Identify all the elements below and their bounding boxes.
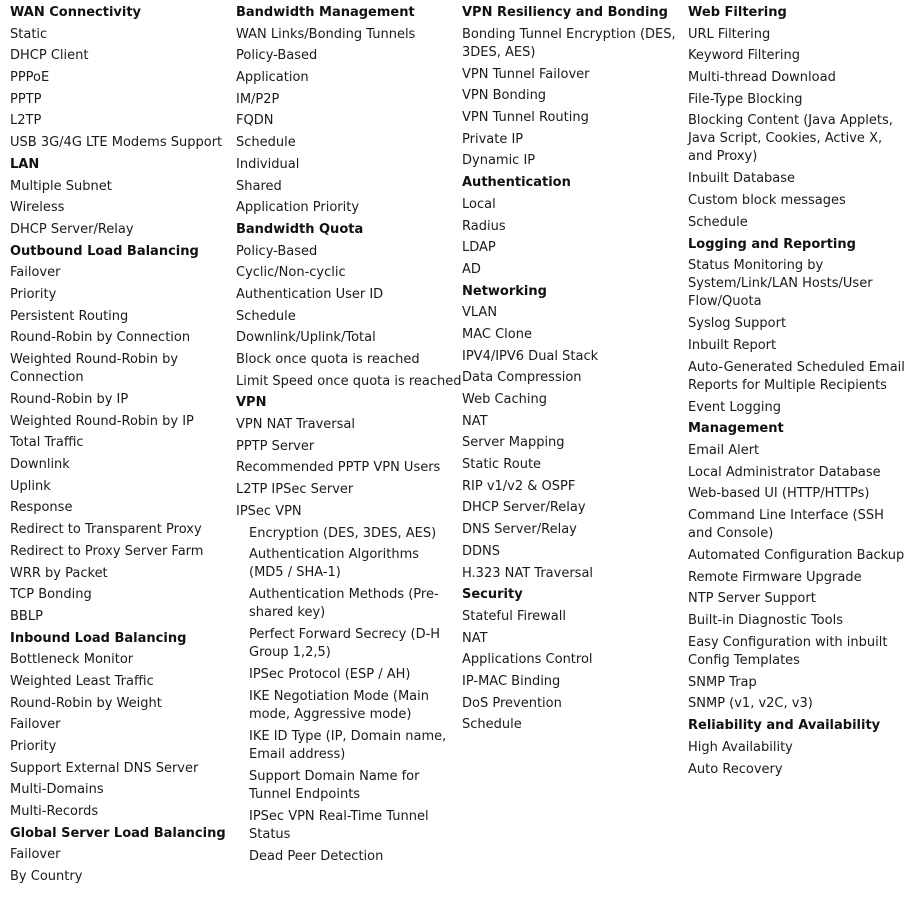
feature-item: Stateful Firewall — [462, 608, 566, 624]
feature-item: L2TP IPSec Server — [236, 482, 354, 498]
feature-item: DoS Prevention — [462, 695, 562, 711]
feature-item: PPTP Server — [236, 438, 315, 454]
feature-item: DHCP Server/Relay — [10, 221, 134, 237]
feature-item: IPSec VPN — [236, 503, 302, 519]
feature-item: Built-in Diagnostic Tools — [688, 613, 843, 629]
feature-item: Response — [10, 500, 73, 516]
feature-item: USB 3G/4G LTE Modems Support — [10, 135, 223, 151]
feature-item: Round-Robin by Connection — [10, 330, 191, 346]
section-heading: Reliability and Availability — [688, 718, 881, 734]
feature-item: Downlink/Uplink/Total — [236, 330, 376, 346]
feature-item: Auto-Generated Scheduled Email Reports for Multiple Recipients — [688, 359, 905, 393]
feature-item: SNMP Trap — [688, 674, 757, 690]
feature-item: Authentication Methods (Pre-shared key) — [249, 587, 439, 621]
feature-item: IP-MAC Binding — [462, 673, 561, 689]
feature-item: Static Route — [462, 457, 542, 473]
section-heading: LAN — [10, 156, 40, 172]
feature-item: Recommended PPTP VPN Users — [236, 460, 441, 476]
feature-item: Redirect to Transparent Proxy — [10, 522, 202, 538]
feature-item: Dead Peer Detection — [249, 848, 384, 864]
feature-item: Policy-Based — [236, 48, 318, 64]
feature-item: Applications Control — [462, 652, 593, 668]
feature-item: Local Administrator Database — [688, 464, 881, 480]
feature-item: Keyword Filtering — [688, 48, 800, 64]
feature-item: AD — [462, 261, 481, 277]
feature-item: Bottleneck Monitor — [10, 652, 134, 668]
feature-item: Failover — [10, 847, 61, 863]
feature-item: Priority — [10, 739, 57, 754]
feature-item: Round-Robin by Weight — [10, 695, 162, 711]
section-heading: WAN Connectivity — [10, 5, 142, 20]
section-heading: Security — [462, 587, 523, 603]
feature-item: Application Priority — [236, 200, 360, 216]
feature-item: DHCP Server/Relay — [462, 500, 586, 516]
feature-item: Dynamic IP — [462, 153, 536, 169]
feature-item: Weighted Least Traffic — [10, 673, 154, 689]
feature-item: Priority — [10, 286, 57, 302]
feature-item: Shared — [236, 178, 282, 194]
feature-item: Support External DNS Server — [10, 760, 199, 776]
feature-item: DHCP Client — [10, 48, 89, 64]
feature-item: VPN Tunnel Routing — [462, 110, 589, 126]
feature-item: Remote Firmware Upgrade — [688, 569, 862, 585]
feature-item: Server Mapping — [462, 435, 565, 451]
feature-item: Blocking Content (Java Applets, Java Script, Cookies, Active X, and Proxy) — [688, 113, 893, 165]
feature-item: Local — [462, 196, 496, 212]
feature-item: Schedule — [462, 717, 522, 733]
feature-item: Redirect to Proxy Server Farm — [10, 543, 204, 559]
feature-item: Total Traffic — [10, 435, 84, 451]
feature-item: IKE Negotiation Mode (Main mode, Aggressive mode) — [249, 688, 430, 722]
feature-item: Individual — [236, 156, 300, 172]
section-heading: Networking — [462, 283, 547, 299]
feature-item: Perfect Forward Secrecy (D-H Group 1,2,5) — [249, 627, 441, 661]
section-heading: Management — [688, 421, 784, 437]
feature-item: Web-based UI (HTTP/HTTPs) — [688, 486, 870, 502]
feature-column-1 — [10, 4, 228, 890]
feature-item: NTP Server Support — [688, 591, 816, 607]
feature-item: Downlink — [10, 457, 70, 473]
feature-item: RIP v1/v2 & OSPF — [462, 478, 576, 494]
feature-item: High Availability — [688, 739, 793, 755]
feature-item: IPV4/IPV6 Dual Stack — [462, 348, 599, 364]
section-heading: Web Filtering — [688, 5, 787, 20]
feature-item: IPSec Protocol (ESP / AH) — [249, 667, 411, 683]
feature-item: Authentication User ID — [236, 286, 384, 302]
feature-item: Multi-Domains — [10, 782, 104, 798]
feature-item: IKE ID Type (IP, Domain name, Email address) — [249, 728, 447, 762]
feature-item: Weighted Round-Robin by IP — [10, 413, 194, 429]
section-heading: VPN — [236, 395, 267, 411]
feature-item: DDNS — [462, 543, 500, 559]
feature-item: Authentication Algorithms (MD5 / SHA-1) — [249, 547, 420, 581]
feature-item: IM/P2P — [236, 91, 280, 107]
feature-item: Event Logging — [688, 399, 781, 415]
feature-item: VLAN — [462, 305, 498, 321]
feature-item: Custom block messages — [688, 193, 846, 209]
section-heading: Logging and Reporting — [688, 236, 856, 252]
feature-column-4 — [688, 4, 910, 782]
feature-item: Wireless — [10, 200, 65, 216]
feature-item: Failover — [10, 265, 61, 281]
feature-item: Multiple Subnet — [10, 178, 112, 194]
feature-item: BBLP — [10, 608, 43, 624]
feature-item: Status Monitoring by System/Link/LAN Hosts/User Flow/Quota — [688, 258, 873, 310]
feature-item: Schedule — [236, 135, 296, 151]
section-heading: Authentication — [462, 175, 571, 191]
feature-item: FQDN — [236, 113, 274, 129]
section-heading: Outbound Load Balancing — [10, 243, 199, 259]
feature-item: Block once quota is reached — [236, 352, 420, 367]
feature-item: File-Type Blocking — [688, 91, 803, 107]
feature-item: Uplink — [10, 478, 51, 494]
feature-item: DNS Server/Relay — [462, 522, 577, 538]
feature-item: Inbuilt Report — [688, 337, 777, 353]
feature-item: LDAP — [462, 240, 496, 256]
section-heading: Inbound Load Balancing — [10, 630, 187, 646]
feature-item: URL Filtering — [688, 26, 771, 42]
feature-item: Round-Robin by IP — [10, 392, 129, 407]
feature-item: Private IP — [462, 131, 524, 147]
feature-item: Failover — [10, 717, 61, 733]
feature-item: Multi-Records — [10, 804, 99, 820]
feature-item: Cyclic/Non-cyclic — [236, 265, 346, 281]
feature-item: Easy Configuration with inbuilt Config Templates — [688, 634, 888, 668]
section-heading: Bandwidth Management — [236, 5, 415, 20]
feature-item: Schedule — [236, 308, 296, 324]
feature-item: L2TP — [10, 113, 42, 129]
feature-item: Web Caching — [462, 392, 548, 407]
feature-item: H.323 NAT Traversal — [462, 565, 594, 581]
feature-item: VPN Bonding — [462, 88, 547, 104]
feature-item: NAT — [462, 630, 488, 646]
feature-item: Weighted Round-Robin by Connection — [10, 352, 179, 385]
section-heading: VPN Resiliency and Bonding — [462, 5, 668, 20]
feature-item: Schedule — [688, 214, 748, 230]
feature-item: Syslog Support — [688, 316, 787, 332]
feature-item: Support Domain Name for Tunnel Endpoints — [249, 768, 420, 802]
feature-item: Bonding Tunnel Encryption (DES, 3DES, AES) — [462, 26, 676, 60]
feature-item: TCP Bonding — [10, 587, 92, 603]
feature-item: IPSec VPN Real-Time Tunnel Status — [249, 808, 429, 842]
feature-item: Email Alert — [688, 442, 760, 458]
feature-column-2 — [236, 4, 462, 870]
feature-column-3 — [462, 4, 680, 738]
feature-item: PPPoE — [10, 70, 50, 86]
feature-item: Command Line Interface (SSH and Console) — [688, 508, 884, 541]
feature-item: Inbuilt Database — [688, 171, 796, 187]
feature-item: Static — [10, 26, 48, 42]
feature-item: Automated Configuration Backup — [688, 548, 905, 563]
feature-item: Encryption (DES, 3DES, AES) — [249, 525, 437, 541]
section-heading: Bandwidth Quota — [236, 221, 364, 237]
feature-item: VPN Tunnel Failover — [462, 66, 590, 82]
feature-item: Radius — [462, 218, 506, 234]
feature-item: Policy-Based — [236, 243, 318, 259]
feature-item: SNMP (v1, v2C, v3) — [688, 696, 813, 712]
feature-item: Data Compression — [462, 370, 582, 386]
feature-item: NAT — [462, 413, 488, 429]
section-heading: Global Server Load Balancing — [10, 825, 226, 841]
feature-item: VPN NAT Traversal — [236, 417, 355, 433]
feature-item: Auto Recovery — [688, 761, 783, 777]
feature-item: By Country — [10, 869, 83, 885]
feature-item: WRR by Packet — [10, 565, 108, 581]
feature-item: Limit Speed once quota is reached — [236, 373, 462, 389]
feature-item: PPTP — [10, 91, 42, 107]
feature-item: WAN Links/Bonding Tunnels — [236, 26, 416, 42]
feature-item: MAC Clone — [462, 326, 532, 342]
feature-item: Persistent Routing — [10, 308, 129, 324]
feature-item: Multi-thread Download — [688, 70, 836, 86]
feature-item: Application — [236, 70, 309, 86]
